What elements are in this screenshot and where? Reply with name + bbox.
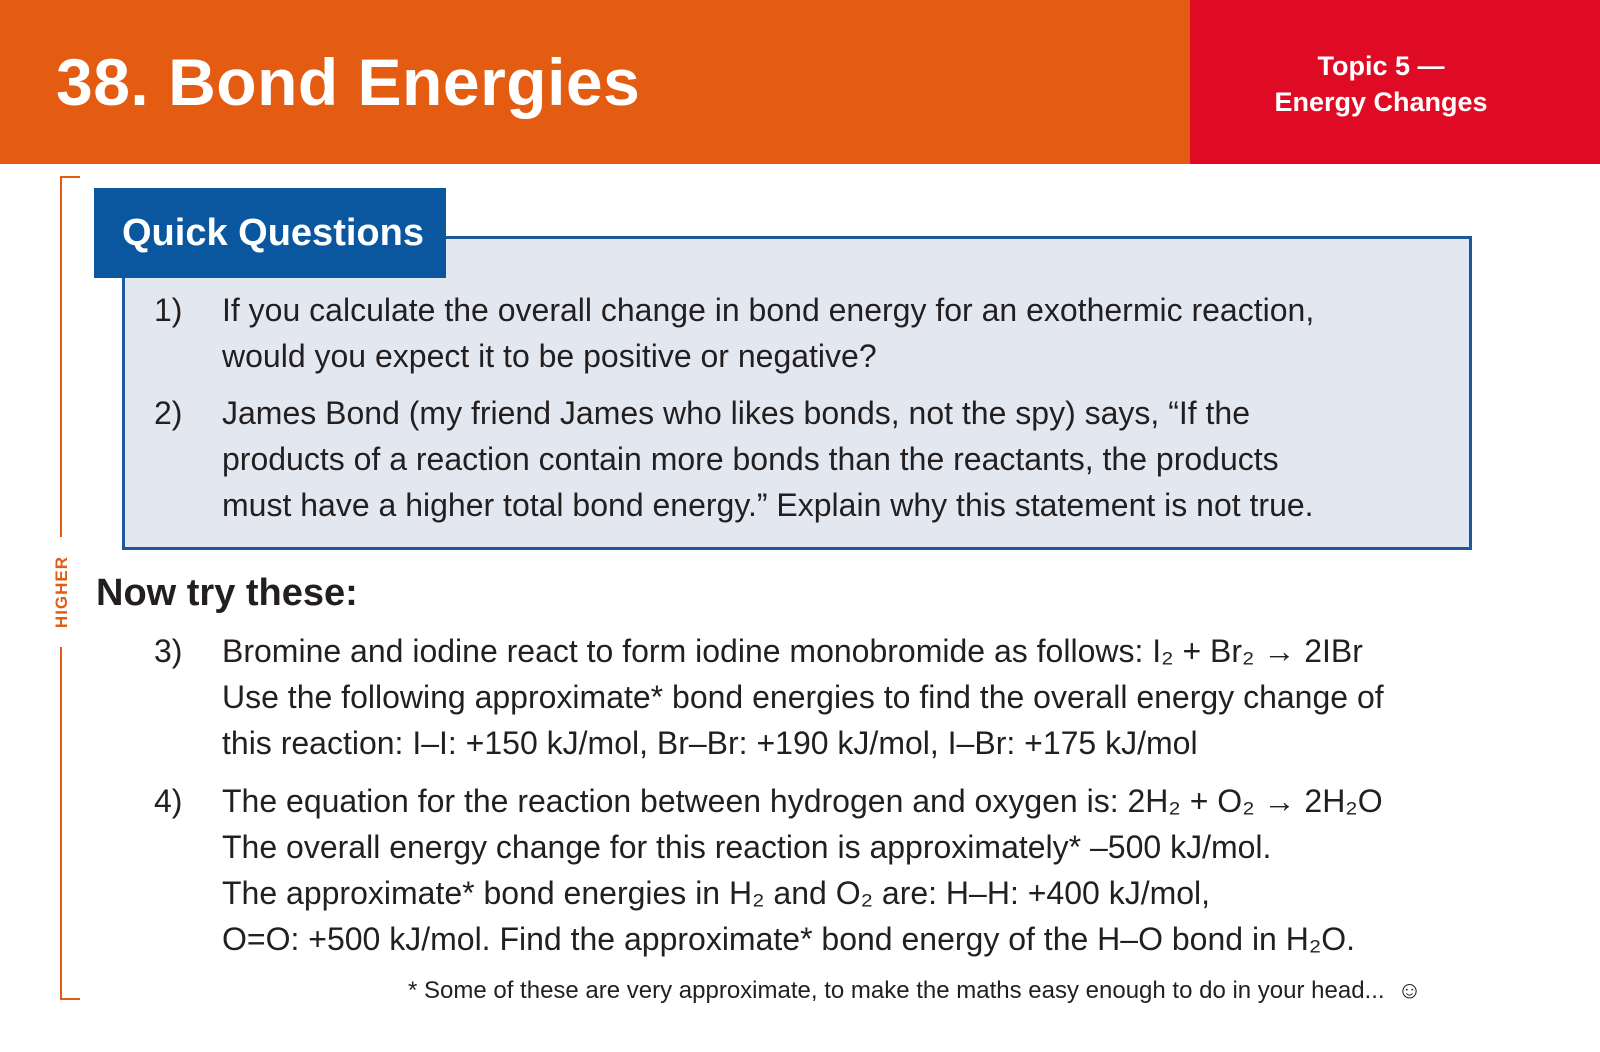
- higher-label: HIGHER: [52, 555, 71, 629]
- topic-banner: [1190, 0, 1600, 164]
- question-3-line: Bromine and iodine react to form iodine monobromide as follows: I₂ + Br₂ → 2IBr: [222, 633, 1363, 669]
- footnote-text: * Some of these are very approximate, to make the maths easy enough to do in your head...: [408, 977, 1385, 1004]
- quick-questions-heading: Quick Questions: [122, 212, 424, 254]
- question-2-line: James Bond (my friend James who likes bonds, not the spy) says, “If the: [222, 395, 1250, 431]
- question-2-number: 2): [154, 395, 183, 431]
- topic-line-1: Topic 5 —: [1317, 51, 1445, 81]
- quick-questions-tab: [94, 188, 446, 278]
- question-3-line: this reaction: I–I: +150 kJ/mol, Br–Br: +190 kJ/mol, I–Br: +175 kJ/mol: [222, 725, 1198, 761]
- topic-line-2: Energy Changes: [1274, 87, 1488, 117]
- footnote: [408, 977, 1422, 1005]
- smiley-icon: ☺: [1397, 977, 1422, 1004]
- question-4-line: The approximate* bond energies in H₂ and O₂ are: H–H: +400 kJ/mol,: [222, 875, 1211, 911]
- now-try-heading: Now try these:: [96, 572, 358, 614]
- question-4-line: O=O: +500 kJ/mol. Find the approximate* bond energy of the H–O bond in H₂O.: [222, 921, 1356, 957]
- question-4-number: 4): [154, 783, 183, 819]
- question-3-line: Use the following approximate* bond energies to find the overall energy change of: [222, 679, 1384, 715]
- topic-label: [1190, 48, 1572, 120]
- question-2-line: must have a higher total bond energy.” Explain why this statement is not true.: [222, 487, 1314, 523]
- question-1-line: If you calculate the overall change in bond energy for an exothermic reaction,: [222, 292, 1315, 328]
- question-2-line: products of a reaction contain more bonds than the reactants, the products: [222, 441, 1279, 477]
- page-title: 38. Bond Energies: [56, 45, 641, 119]
- question-4-line: The overall energy change for this reaction is approximately* –500 kJ/mol.: [222, 829, 1272, 865]
- title-banner: [0, 0, 1190, 164]
- question-3-number: 3): [154, 633, 183, 669]
- question-1-line: would you expect it to be positive or negative?: [222, 338, 877, 374]
- question-4-line: The equation for the reaction between hydrogen and oxygen is: 2H₂ + O₂ → 2H₂O: [222, 783, 1383, 819]
- question-1-number: 1): [154, 292, 183, 328]
